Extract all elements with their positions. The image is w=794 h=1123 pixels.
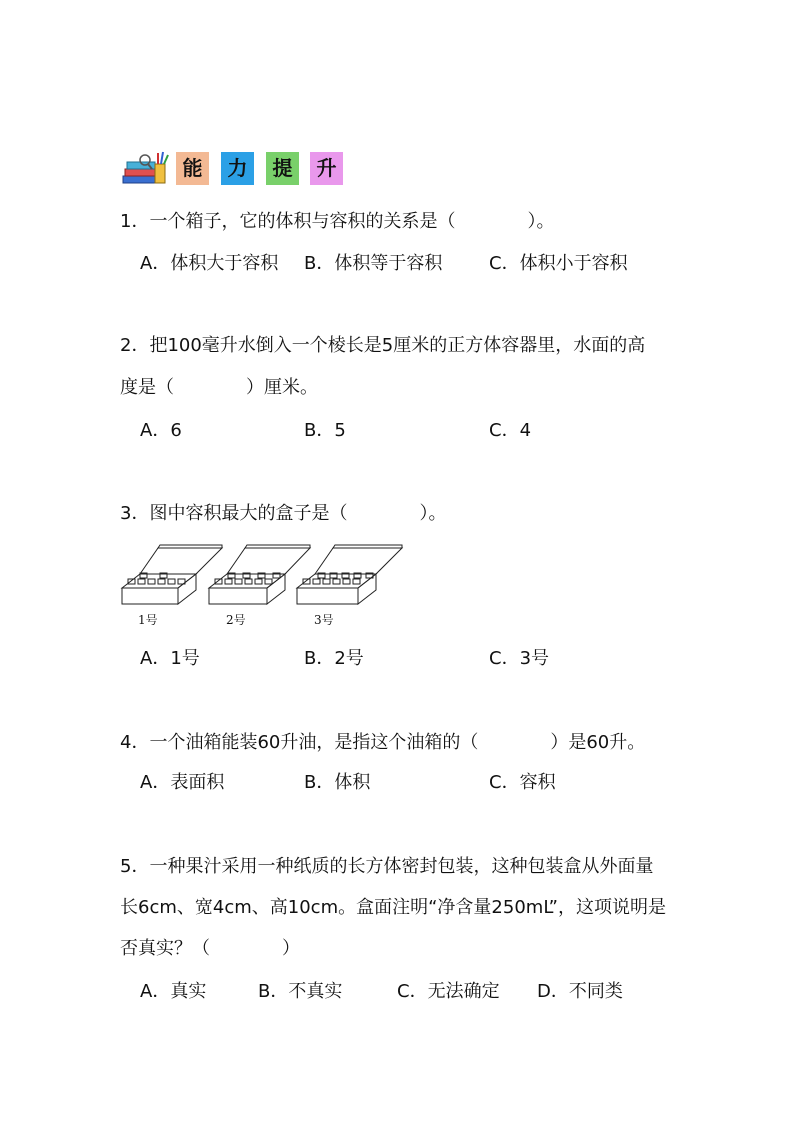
q4-text: 4．一个油箱能装60升油，是指这个油箱的（ ）是60升。 <box>120 732 646 753</box>
q5-text-line1: 5．一种果汁采用一种纸质的长方体密封包装，这种包装盒从外面量 <box>120 856 654 877</box>
box-label-3: 3号 <box>314 613 334 627</box>
q4-option-a: A．表面积 <box>140 772 225 793</box>
q5-text-line2: 长6cm、宽4cm、高10cm。盒面注明“净含量250mL”，这项说明是 <box>120 897 666 918</box>
q1-option-b: B．体积等于容积 <box>304 253 443 274</box>
q3-option-c: C．3号 <box>489 648 550 669</box>
q2-text-line2: 度是（ ）厘米。 <box>120 377 318 398</box>
box-label-2: 2号 <box>226 613 246 627</box>
q2-option-b: B．5 <box>304 420 346 441</box>
q4-option-b: B．体积 <box>304 772 371 793</box>
q2-option-c: C．4 <box>489 420 532 441</box>
q3-option-b: B．2号 <box>304 648 364 669</box>
books-icon <box>121 150 173 186</box>
q1-text: 1．一个箱子，它的体积与容积的关系是（ ）。 <box>120 211 555 232</box>
header-tile-1: 能 <box>176 152 209 185</box>
q5-option-a: A．真实 <box>140 981 207 1002</box>
q5-option-d: D．不同类 <box>537 981 623 1002</box>
q4-option-c: C．容积 <box>489 772 556 793</box>
q5-option-c: C．无法确定 <box>397 981 500 1002</box>
q5-text-line3: 否真实？（ ） <box>120 938 300 959</box>
q1-option-a: A．体积大于容积 <box>140 253 279 274</box>
q2-text-line1: 2．把100毫升水倒入一个棱长是5厘米的正方体容器里，水面的高 <box>120 335 646 356</box>
q3-option-a: A．1号 <box>140 648 200 669</box>
boxes-figure <box>118 542 408 612</box>
q1-option-c: C．体积小于容积 <box>489 253 628 274</box>
header-tile-4: 升 <box>310 152 343 185</box>
q2-option-a: A．6 <box>140 420 182 441</box>
box-label-1: 1号 <box>138 613 158 627</box>
header-tile-3: 提 <box>266 152 299 185</box>
header-tile-2: 力 <box>221 152 254 185</box>
q3-text: 3．图中容积最大的盒子是（ ）。 <box>120 503 447 524</box>
q5-option-b: B．不真实 <box>258 981 343 1002</box>
